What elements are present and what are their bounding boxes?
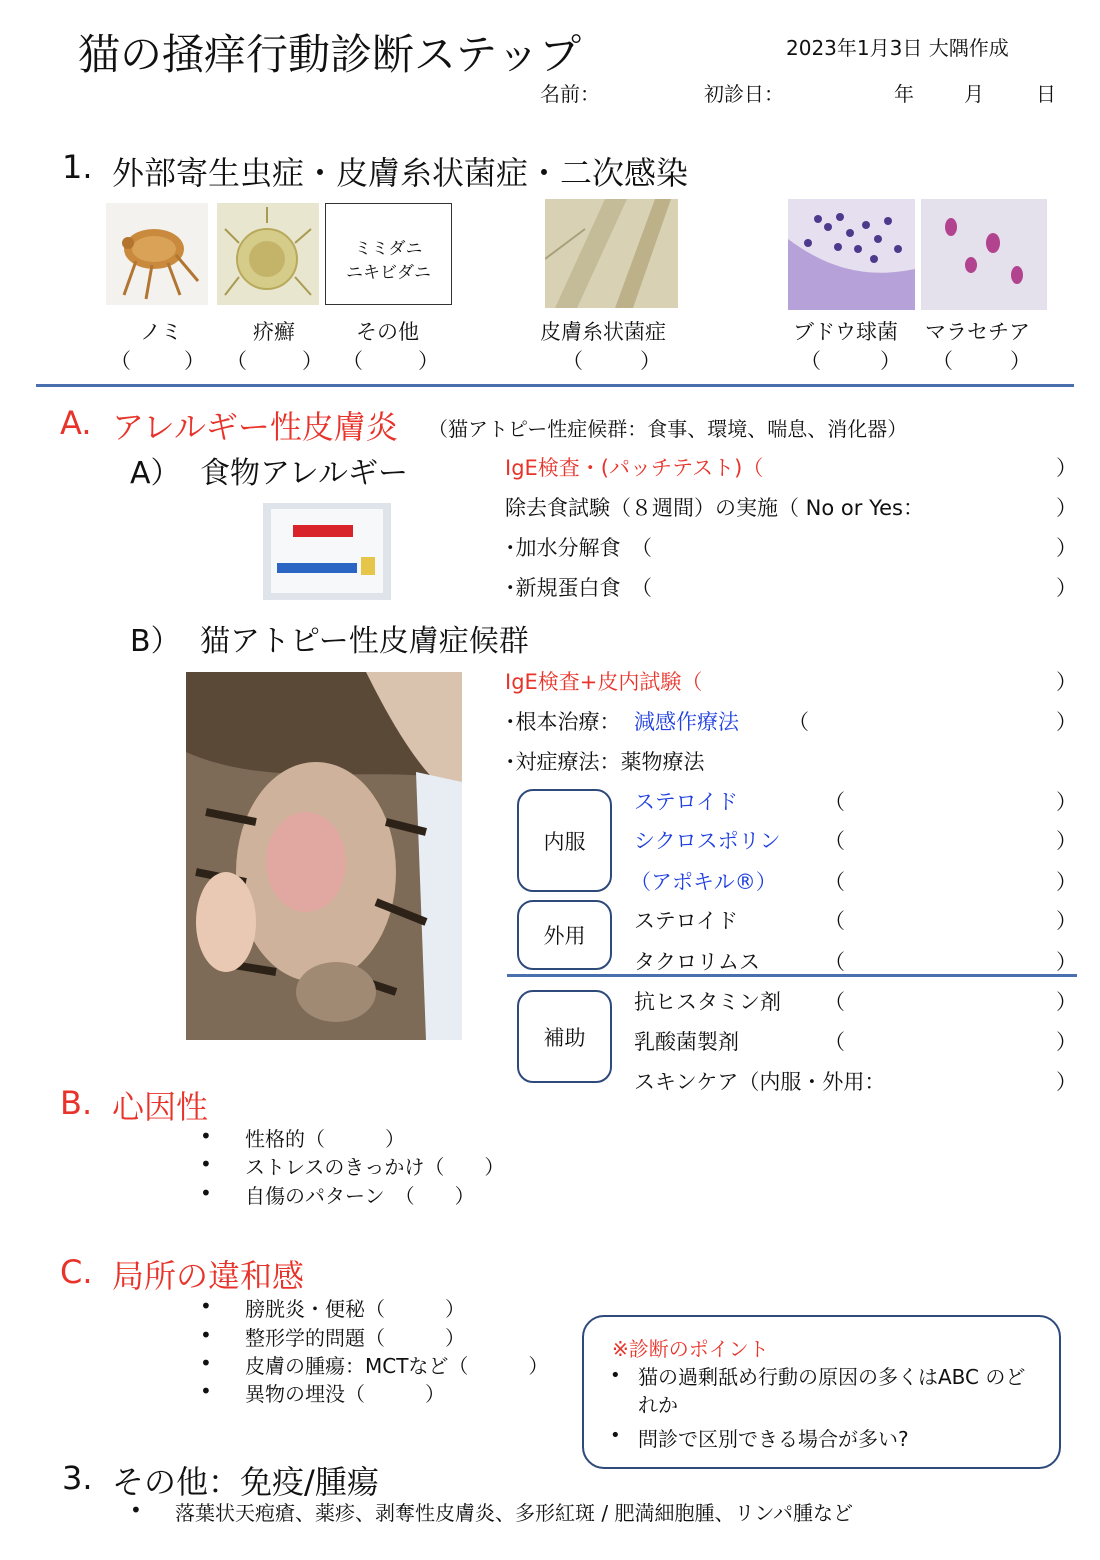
root-therapy-label: ･根本治療： (505, 710, 621, 734)
sectionC-title: 局所の違和感 (112, 1257, 305, 1295)
year-label: 年 (894, 82, 914, 106)
label-malassezia: マラセチア (925, 320, 1030, 344)
mite-photo (217, 203, 319, 305)
paren-close: ） (640, 349, 661, 373)
section1-number: 1. (62, 148, 93, 186)
bullet: • (200, 1323, 212, 1347)
section-divider (36, 384, 1074, 387)
section3-number: 3. (62, 1459, 93, 1497)
label-dermatophytosis: 皮膚糸状菌症 (540, 320, 666, 344)
psych-item: ストレスのきっかけ（ ） (245, 1155, 505, 1179)
paren-close: ） (1056, 790, 1077, 814)
cat-belly-photo (186, 672, 462, 1040)
paren-close: ） (1056, 710, 1077, 734)
elimination-diet: 除去食試験（８週間）の実施（ No or Yes： (505, 496, 924, 520)
paren-close: ） (418, 349, 439, 373)
local-item: 膀胱炎・便秘（ ） (245, 1297, 465, 1321)
paren-open: （ (824, 790, 845, 814)
internal-use-label: 内服 (543, 829, 586, 854)
food-ige-test: IgE検査・(パッチテスト)（ (505, 456, 764, 480)
paren-open: （ (824, 950, 845, 974)
atopy-label: B） (130, 624, 181, 659)
paren-close: ） (302, 349, 323, 373)
month-label: 月 (964, 82, 984, 106)
paren-close: ） (1056, 909, 1077, 933)
flea-photo (106, 203, 208, 305)
section3-item: 落葉状天疱瘡、薬疹、剥奪性皮膚炎、多形紅斑 / 肥満細胞腫、リンパ腫など (175, 1501, 854, 1525)
bullet: • (200, 1294, 212, 1318)
other-box-line1: ミミダニ (354, 239, 423, 259)
paren-open: （ (226, 349, 247, 373)
first-visit-label: 初診日： (704, 82, 784, 106)
drug-antihistamine: 抗ヒスタミン剤 (634, 990, 781, 1014)
sectionA-letter: A. (60, 404, 92, 442)
paren-open: （ (824, 1030, 845, 1054)
sectionB-letter: B. (60, 1084, 93, 1122)
diagnosis-point-box (582, 1315, 1061, 1469)
paren-open: （ (932, 349, 953, 373)
hydrolyzed-diet: ･加水分解食 （ (505, 536, 652, 560)
bullet: • (200, 1379, 212, 1403)
psych-item: 性格的（ ） (245, 1127, 405, 1151)
label-staph: ブドウ球菌 (793, 320, 898, 344)
sectionA-title: アレルギー性皮膚炎 (112, 408, 398, 446)
topical-use-box (517, 900, 612, 970)
novel-protein-diet: ･新規蛋白食 （ (505, 576, 652, 600)
bullet: • (610, 1425, 621, 1446)
local-item: 異物の埋没（ ） (245, 1382, 445, 1406)
paren-close: ） (1056, 576, 1077, 600)
paren-open: （ (788, 710, 809, 734)
sectionC-letter: C. (60, 1253, 93, 1291)
skincare: スキンケア（内服・外用： (634, 1070, 886, 1094)
other-box-line2: ニキビダニ (346, 263, 431, 283)
diagnosis-point-title: ※診断のポイント (612, 1337, 769, 1361)
psych-item: 自傷のパターン （ ） (245, 1184, 475, 1208)
staph-photo (788, 199, 915, 310)
local-item: 皮膚の腫瘍：MCTなど（ ） (245, 1354, 549, 1378)
auxiliary-label: 補助 (543, 1025, 586, 1050)
food-allergy-title: 食物アレルギー (200, 456, 409, 491)
diagnosis-point-item: 猫の過剰舐め行動の原因の多くはABC のどれか (638, 1365, 1026, 1417)
paren-close: ） (1010, 349, 1031, 373)
drug-divider (507, 974, 1077, 977)
page-title: 猫の掻痒行動診断ステップ (78, 30, 582, 79)
paren-close: ） (1056, 950, 1077, 974)
diagnosis-point-item: 問診で区別できる場合が多い? (638, 1427, 909, 1451)
section1-title: 外部寄生虫症・皮膚糸状菌症・二次感染 (112, 154, 689, 192)
paren-close: ） (1056, 496, 1077, 520)
paren-close: ） (1056, 456, 1077, 480)
paren-close: ） (1056, 670, 1077, 694)
sectionA-subtitle: （猫アトピー性症候群：食事、環境、喘息、消化器） (428, 417, 908, 441)
sectionB-title: 心因性 (112, 1088, 209, 1126)
drug-apoquel: （アポキル®） (630, 870, 777, 894)
drug-probiotic: 乳酸菌製剤 (634, 1030, 739, 1054)
date-author: 2023年1月3日 大隅作成 (786, 36, 1009, 60)
immunotherapy: 減感作療法 (634, 710, 739, 734)
drug-steroid-topical: ステロイド (634, 909, 738, 933)
paren-open: （ (824, 909, 845, 933)
paren-open: （ (824, 990, 845, 1014)
atopy-title: 猫アトピー性皮膚症候群 (200, 624, 529, 659)
paren-open: （ (800, 349, 821, 373)
paren-close: ） (1056, 870, 1077, 894)
paren-open: （ (824, 870, 845, 894)
topical-use-label: 外用 (543, 924, 586, 948)
bullet: • (200, 1152, 212, 1176)
dermatophyte-photo (545, 199, 678, 308)
diet-food-photo (263, 503, 391, 600)
paren-open: （ (110, 349, 131, 373)
paren-close: ） (1056, 1030, 1077, 1054)
paren-open: （ (342, 349, 363, 373)
section3-title: その他：免疫/腫瘍 (112, 1463, 379, 1501)
other-parasites-box (325, 203, 452, 305)
bullet: • (610, 1365, 621, 1386)
day-label: 日 (1036, 82, 1056, 106)
name-label: 名前： (540, 82, 600, 106)
atopy-ige-test: IgE検査+皮内試験（ (505, 670, 703, 694)
bullet: • (200, 1181, 212, 1205)
paren-close: ） (1056, 829, 1077, 853)
label-scabies: 疥癬 (253, 320, 295, 344)
local-item: 整形学的問題（ ） (245, 1326, 465, 1350)
drug-cyclosporine: シクロスポリン (634, 829, 781, 853)
paren-close: ） (1056, 1070, 1077, 1094)
drug-steroid-oral: ステロイド (634, 790, 738, 814)
label-other: その他 (356, 320, 419, 344)
bullet: • (130, 1498, 142, 1522)
symptomatic-therapy: ･対症療法：薬物療法 (505, 750, 705, 774)
auxiliary-box (517, 990, 612, 1083)
paren-open: （ (824, 829, 845, 853)
internal-use-box (517, 789, 612, 892)
bullet: • (200, 1124, 212, 1148)
label-flea: ノミ (140, 320, 182, 344)
drug-tacrolimus: タクロリムス (634, 950, 760, 974)
bullet: • (200, 1351, 212, 1375)
paren-close: ） (1056, 990, 1077, 1014)
paren-close: ） (184, 349, 205, 373)
paren-close: ） (880, 349, 901, 373)
malassezia-photo (921, 199, 1047, 310)
paren-close: ） (1056, 536, 1077, 560)
food-allergy-label: A） (130, 456, 181, 491)
paren-open: （ (562, 349, 583, 373)
